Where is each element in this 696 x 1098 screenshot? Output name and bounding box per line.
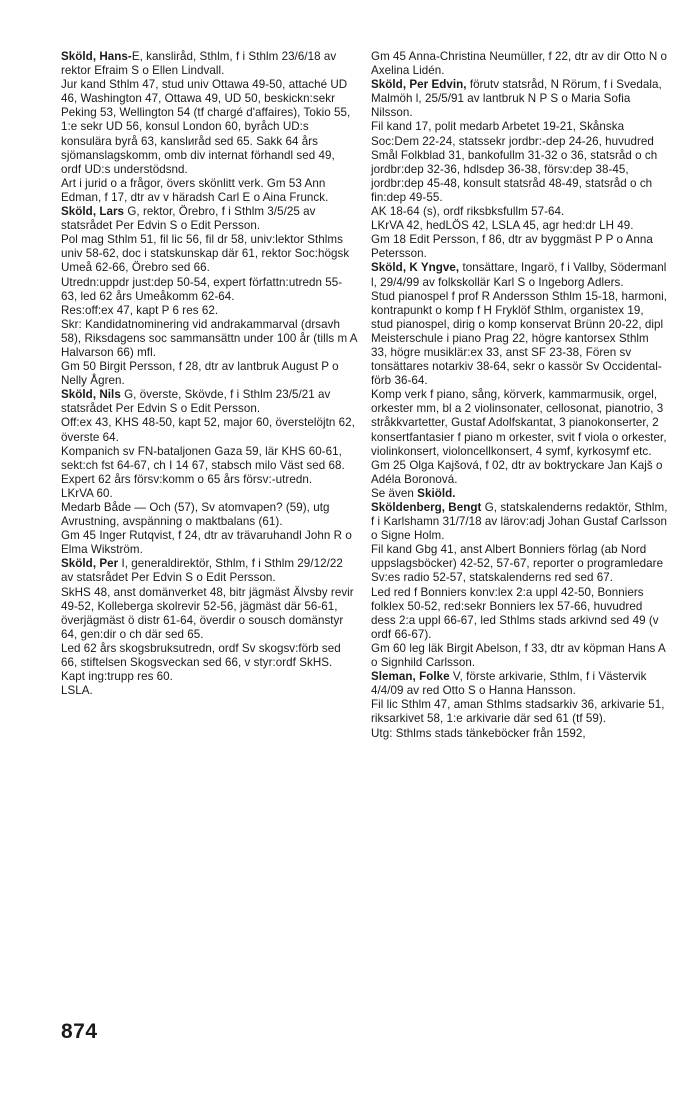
paragraph-text: LKrVA 60. — [61, 486, 113, 500]
paragraph — [61, 318, 357, 360]
paragraph-text: Led 62 års skogsbruksutredn, ordf Sv skogsv:förb sed 66, stiftelsen Skogsveckan sed 66, v styr:ordf SkHS. — [61, 641, 341, 670]
entry-paragraph — [371, 261, 668, 289]
entry-paragraph — [371, 501, 668, 543]
paragraph-text: LKrVA 42, hedLÖS 42, LSLA 45, agr hed:dr LH 49. — [371, 219, 634, 233]
entry-paragraph — [371, 487, 668, 501]
entry-name: Sleman, Folke — [371, 670, 450, 684]
paragraph — [61, 304, 357, 318]
paragraph — [61, 586, 357, 642]
paragraph-text: G, överste, Skövde, f i Sthlm 23/5/21 av statsrådet Per Edvin S o Edit Persson. — [61, 388, 331, 416]
entry-paragraph — [61, 557, 357, 585]
paragraph — [61, 445, 357, 473]
paragraph-text: Skr: Kandidatnominering vid andrakammarval (drsavh 58), Riksdagens soc sammansättn under 100 år (tills m A Halvarson 66) mfl. — [61, 317, 357, 359]
entry-name: Sköld, Nils — [61, 388, 121, 402]
paragraph-text: Kompanich sv FN-bataljonen Gaza 59, lär KHS 60-61, sekt:ch fst 64-67, ch I 14 67, stabsch milo Väst sed 68. — [61, 444, 345, 472]
paragraph-text: Gm 18 Edit Persson, f 86, dtr av byggmäst P P o Anna Petersson. — [371, 233, 653, 261]
paragraph-text: Off:ex 43, KHS 48-50, kapt 52, major 60, överstelöjtn 62, överste 64. — [61, 416, 355, 444]
paragraph — [61, 501, 357, 529]
paragraph-text: Fil kand Gbg 41, anst Albert Bonniers förlag (ab Nord uppslagsböcker) 42-52, 57-67, reporter o programledare Sv:es radio 52-57, statskalenderns red sed 67. — [371, 543, 664, 585]
paragraph-text: Kapt ing:trupp res 60. — [61, 670, 173, 684]
paragraph — [371, 233, 668, 261]
paragraph-text: Expert 62 års försv:komm o 65 års försv:-utredn. — [61, 472, 313, 486]
paragraph-text: Res:off:ex 47, kapt P 6 res 62. — [61, 303, 219, 317]
paragraph — [61, 233, 357, 275]
paragraph-text: Medarb Både — Och (57), Sv atomvapen? (59), utg Avrustning, avspänning o maktbalans (61). — [61, 501, 330, 529]
right-column — [371, 50, 668, 741]
entry-paragraph — [371, 670, 668, 698]
entry-name: Sköld, Hans- — [61, 50, 132, 63]
paragraph-text: LSLA. — [61, 684, 93, 698]
paragraph-text: AK 18-64 (s), ordf riksbksfullm 57-64. — [371, 205, 565, 219]
paragraph-text: Art i jurid o a frågor, övers skönlitt verk. Gm 53 Ann Edman, f 17, dtr av v häradsh Carl E o Aina Frunck. — [61, 176, 329, 204]
entry-paragraph — [61, 205, 357, 233]
paragraph — [61, 487, 357, 501]
paragraph — [371, 388, 668, 458]
paragraph-text: Gm 25 Olga Kajšová, f 02, dtr av boktryckare Jan Kajš o Adéla Boronová. — [371, 458, 663, 486]
paragraph — [371, 219, 668, 233]
paragraph — [371, 642, 668, 670]
paragraph — [61, 642, 357, 670]
paragraph-text: Fil lic Sthlm 47, aman Sthlms stadsarkiv 36, arkivarie 51, riksarkivet 58, 1:e arkivarie där sed 61 (tf 59). — [371, 698, 665, 726]
paragraph-text: E, kansliråd, Sthlm, f i Sthlm 23/6/18 av rektor Efraim S o Ellen Lindvall. — [61, 50, 337, 78]
paragraph-text: Fil kand 17, polit medarb Arbetet 19-21, Skånska Soc:Dem 22-24, statssekr jordbr:-dep 24-26, huvudred Smål Folkblad 31, bankofullm 31-32 o 36, statsråd o ch jordbr:dep 32-36, hdlsdep 36-38, försv:dep 38-45, jordbr:dep 45-48, konsult statsråd 48-49, statsråd o ch fin:dep 49-55. — [371, 120, 658, 204]
paragraph — [61, 78, 357, 177]
left-column — [61, 50, 357, 698]
paragraph-text: förutv statsråd, N Rörum, f i Svedala, Malmöh l, 25/5/91 av lantbruk N P S o Maria Sofia Nilsson. — [371, 78, 662, 120]
paragraph-text: Jur kand Sthlm 47, stud univ Ottawa 49-50, attaché UD 46, Washington 47, Ottawa 49, UD 50, beskickn:sekr Peking 53, Wellington 54 (tf chargé d'affaires), Tokio 55, 1:e sekr UD 56, konsul London 60, byråch UD:s konsulära byrå 63, kanslиråd sed 65. Sakk 64 års sjömanslagskomm, omb div internat förhandl sed 49, ordf UD:s understödsnd. — [61, 78, 351, 176]
paragraph — [61, 276, 357, 304]
paragraph — [371, 586, 668, 642]
paragraph — [61, 529, 357, 557]
paragraph — [371, 290, 668, 389]
paragraph-text: Utg: Sthlms stads tänkeböcker från 1592, — [371, 726, 586, 740]
paragraph-text: Gm 50 Birgit Persson, f 28, dtr av lantbruk August P o Nelly Ågren. — [61, 360, 339, 388]
paragraph — [371, 459, 668, 487]
paragraph-text: Gm 45 Anna-Christina Neumüller, f 22, dtr av dir Otto N o Axelina Lidén. — [371, 50, 668, 78]
paragraph — [61, 360, 357, 388]
paragraph — [61, 473, 357, 487]
entry-name: Sköld, Per Edvin, — [371, 78, 467, 92]
paragraph-text: I, generaldirektör, Sthlm, f i Sthlm 29/12/22 av statsrådet Per Edvin S o Edit Persson. — [61, 557, 343, 585]
paragraph — [61, 670, 357, 684]
entry-paragraph — [61, 388, 357, 416]
paragraph-text: Pol mag Sthlm 51, fil lic 56, fil dr 58, univ:lektor Sthlms univ 58-62, doc i statskunskap där 61, rektor Soc:högsk Umeå 62-66, Örebro sed 66. — [61, 233, 350, 275]
entry-name: Sköldenberg, Bengt — [371, 501, 482, 514]
paragraph-text: Gm 60 leg läk Birgit Abelson, f 33, dtr av köpman Hans A o Signhild Carlsson. — [371, 641, 666, 670]
page-number: 874 — [61, 1020, 98, 1043]
paragraph-text: Se även — [371, 486, 418, 500]
entry-name: Sköld, Lars — [61, 205, 125, 219]
entry-name: Sköld, Per — [61, 557, 119, 571]
paragraph — [371, 120, 668, 205]
paragraph — [371, 50, 668, 78]
paragraph — [61, 177, 357, 205]
paragraph — [371, 698, 668, 726]
paragraph-text: tonsättare, Ingarö, f i Vallby, Södermanl l, 29/4/99 av folkskollär Karl S o Ingeborg Adlers. — [371, 261, 667, 289]
entry-paragraph — [61, 50, 357, 78]
paragraph-text: G, statskalenderns redaktör, Sthlm, f i Karlshamn 31/7/18 av lärov:adj Johan Gustaf Carlsson o Signe Holm. — [371, 501, 668, 543]
paragraph-text: SkHS 48, anst domänverket 48, bitr jägmäst Älvsby revir 49-52, Kolleberga skolrevir 52-56, jägmäst där 56-61, överjägmäst ö distr 61-64, överdir o sousch domänstyr 64, gen:dir o ch där sed 65. — [61, 585, 354, 641]
paragraph — [61, 684, 357, 698]
paragraph — [371, 543, 668, 585]
entry-paragraph — [371, 78, 668, 120]
paragraph-text: G, rektor, Örebro, f i Sthlm 3/5/25 av statsrådet Per Edvin S o Edit Persson. — [61, 205, 316, 233]
paragraph-text: Utredn:uppdr just:dep 50-54, expert författn:utredn 55-63, led 62 års Umeåkomm 62-64. — [61, 275, 343, 303]
paragraph-text: V, förste arkivarie, Sthlm, f i Västervik 4/4/09 av red Otto S o Hanna Hansson. — [371, 670, 647, 698]
entry-name: Skiöld. — [417, 486, 456, 500]
paragraph — [61, 416, 357, 444]
paragraph — [371, 205, 668, 219]
paragraph-text: Led red f Bonniers konv:lex 2:a uppl 42-50, Bonniers folklex 50-52, red:sekr Bonniers lex 57-66, huvudred dess 2:a uppl 66-67, led Sthlms stads arkivnd sed 49 (v ordf 66-67). — [371, 585, 659, 641]
paragraph-text: Stud pianospel f prof R Andersson Sthlm 15-18, harmoni, kontrapunkt o komp f H Fryklöf Sthlm, organistex 19, stud pianospel, dirig o komp konservat Brünn 20-22, dipl Meisterschule i piano Prag 22, högre kantorsex Sthlm 33, högre musiklär:ex 33, anst SF 23-38, Fören sv tonsättares notarkiv 38-64, sekr o kassör Sv Occidental-förb 36-64. — [371, 289, 667, 388]
paragraph — [371, 727, 668, 741]
paragraph-text: Gm 45 Inger Rutqvist, f 24, dtr av trävaruhandl John R o Elma Wikström. — [61, 529, 352, 557]
entry-name: Sköld, K Yngve, — [371, 261, 460, 275]
paragraph-text: Komp verk f piano, sång, körverk, kammarmusik, orgel, orkester mm, bl a 2 violinsonater, cellosonat, pianotrio, 3 stråkkvartetter, Gustaf Adolfskantat, 3 pianokonserter, 2 konsertfantasier f piano m orkester, svit f viola o orkester, violinkonsert, violoncellkonsert, 4 symf, kyrkosymf etc. — [371, 388, 667, 458]
